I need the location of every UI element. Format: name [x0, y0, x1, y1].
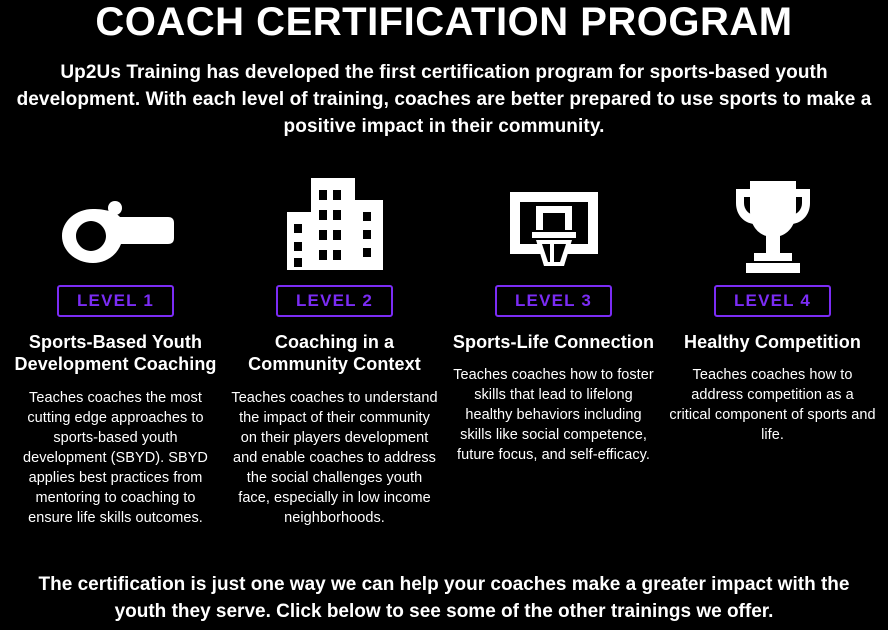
level-badge-1: LEVEL 1	[57, 285, 174, 317]
level-badge-4: LEVEL 4	[714, 285, 831, 317]
city-buildings-icon	[283, 167, 387, 281]
level-body-2: Teaches coaches to understand the impact of their community on their players development and enable coaches to address the social challenges youth face, especially in low income neighborhoods.	[231, 389, 438, 526]
level-column-1	[6, 167, 225, 528]
level-body-3: Teaches coaches how to foster skills that lead to lifelong healthy behaviors including skills like social competence, future focus, and self-efficacy.	[453, 367, 654, 464]
level-body-1: Teaches coaches the most cutting edge approaches to sports-based youth development (SBYD). SBYD applies best practices from mentoring to coaching to ensure life skills outcomes.	[23, 389, 208, 526]
level-title-1: Sports-Based Youth Development Coaching	[14, 331, 217, 375]
level-body-4: Teaches coaches how to address competition as a critical component of sports and life.	[669, 367, 876, 444]
level-title-3: Sports-Life Connection	[452, 331, 655, 352]
basketball-hoop-icon	[506, 181, 602, 281]
level-column-3	[444, 167, 663, 466]
level-column-4	[663, 167, 882, 446]
levels-row	[0, 167, 888, 528]
trophy-icon	[726, 173, 820, 281]
intro-paragraph: Up2Us Training has developed the first certification program for sports-based youth development. With each level of training, coaches are better prepared to use sports to make a positive impact in their community.	[16, 62, 872, 137]
level-column-2	[225, 167, 444, 528]
footer-text: The certification is just one way we can help your coaches make a greater impact with the youth they serve. Click below to see some of the other trainings we offer.	[38, 573, 850, 623]
level-badge-2: LEVEL 2	[276, 285, 393, 317]
whistle-icon	[56, 185, 176, 281]
level-title-4: Healthy Competition	[684, 331, 861, 352]
level-title-2: Coaching in a Community Context	[248, 331, 421, 375]
page-title: COACH CERTIFICATION PROGRAM	[95, 0, 793, 44]
level-badge-3: LEVEL 3	[495, 285, 612, 317]
